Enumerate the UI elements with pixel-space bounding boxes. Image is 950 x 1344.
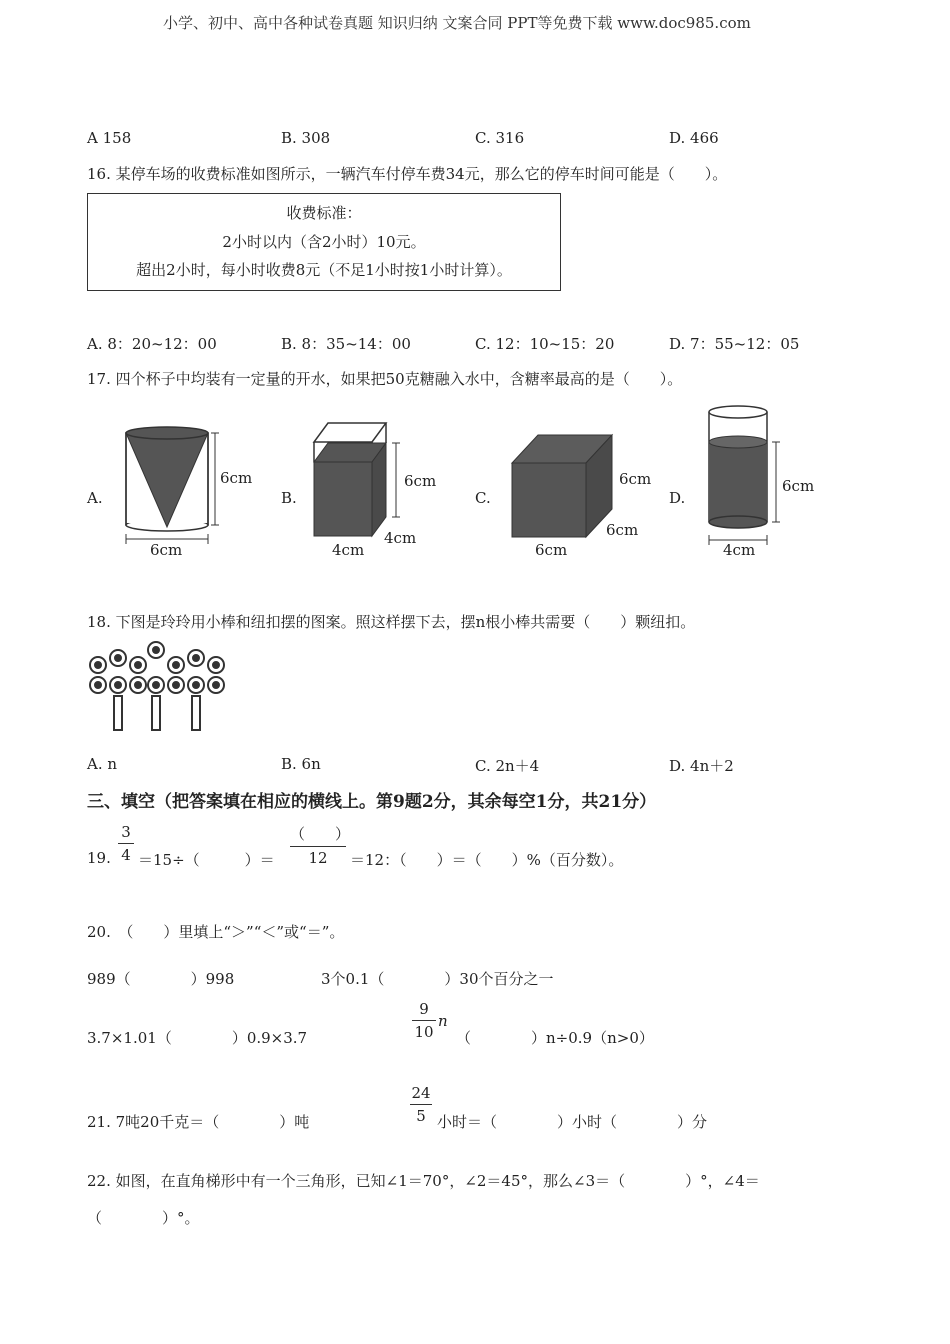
cup-b-width-label: 4cm: [332, 541, 365, 559]
q21-part-a: 21. 7吨20千克＝（ ）吨: [87, 1113, 310, 1131]
q17-label-b: B.: [281, 489, 297, 507]
cup-d-width-label: 4cm: [723, 541, 756, 559]
q20-compare-4: （ ）n÷0.9（n>0）: [456, 1029, 654, 1047]
q16-option-c: C. 12：10~15：20: [475, 335, 615, 353]
q15-option-c: C. 316: [475, 129, 525, 147]
q18-option-d: D. 4n＋2: [669, 757, 734, 775]
q16-option-d: D. 7：55~12：05: [669, 335, 800, 353]
fee-standard-box: [87, 193, 561, 291]
q19-fraction-1: [118, 823, 134, 864]
q19-fraction-2: [290, 823, 351, 867]
q17-label-c: C.: [475, 489, 491, 507]
fee-box-line2: 超出2小时，每小时收费8元（不足1小时按1小时计算）。: [136, 261, 512, 279]
cup-a-cylinder-cone-figure: [110, 415, 260, 565]
q19-middle: ＝15÷（ ）＝: [138, 851, 275, 869]
q20-compare-3: 3.7×1.01（ ）0.9×3.7: [87, 1029, 308, 1047]
q20-stem: 20. （ ）里填上“＞”“＜”或“＝”。: [87, 923, 345, 941]
cup-c-width-label: 6cm: [535, 541, 568, 559]
q19-f2-denominator: 12: [308, 849, 328, 867]
q16-stem: 16. 某停车场的收费标准如图所示，一辆汽车付停车费34元，那么它的停车时间可能是（ ）。: [87, 165, 728, 183]
q20-variable-n: n: [438, 1012, 448, 1030]
fee-box-title: 收费标准：: [286, 204, 362, 222]
q21-f-denominator: 5: [416, 1107, 426, 1125]
q21-part-b: 小时＝（ ）小时（ ）分: [437, 1113, 708, 1131]
q16-option-a: A. 8：20~12：00: [87, 335, 217, 353]
cup-b-height-label: 6cm: [404, 472, 437, 490]
q15-option-b: B. 308: [281, 129, 331, 147]
q21-fraction: [410, 1084, 432, 1125]
q18-stem: 18. 下图是玲玲用小棒和纽扣摆的图案。照这样摆下去，摆n根小棒共需要（ ）颗纽扣。: [87, 613, 696, 631]
section-3-heading: 三、填空（把答案填在相应的横线上。第9题2分，其余每空1分，共21分）: [87, 792, 657, 812]
q19-f1-numerator: 3: [121, 823, 131, 841]
q17-label-a: A.: [87, 489, 103, 507]
q15-option-d: D. 466: [669, 129, 719, 147]
q19-tail: ＝12：（ ）＝（ ）%（百分数）。: [350, 851, 624, 869]
cup-a-width-label: 6cm: [150, 541, 183, 559]
cup-d-height-label: 6cm: [782, 477, 815, 495]
q21-f-numerator: 24: [411, 1084, 431, 1102]
q15-option-a: A 158: [87, 129, 132, 147]
page-header: 小学、初中、高中各种试卷真题 知识归纳 文案合同 PPT等免费下载 www.doc985.com: [163, 14, 751, 32]
cup-a-height-label: 6cm: [220, 469, 253, 487]
fee-box-line1: 2小时以内（含2小时）10元。: [222, 233, 426, 251]
cup-c-height-label: 6cm: [619, 470, 652, 488]
q16-option-b: B. 8：35~14：00: [281, 335, 411, 353]
q17-stem: 17. 四个杯子中均装有一定量的开水，如果把50克糖融入水中，含糖率最高的是（ ）。: [87, 370, 683, 388]
cup-c-depth-label: 6cm: [606, 521, 639, 539]
sticks-buttons-pattern-figure: [86, 638, 236, 734]
q19-number: 19.: [87, 849, 111, 867]
q18-option-c: C. 2n＋4: [475, 757, 540, 775]
q20-compare-2: 3个0.1（ ）30个百分之一: [321, 970, 554, 988]
q18-option-b: B. 6n: [281, 755, 321, 773]
cup-b-depth-label: 4cm: [384, 529, 417, 547]
q18-option-a: A. n: [87, 755, 118, 773]
q20-f-numerator: 9: [419, 1000, 429, 1018]
q20-f-denominator: 10: [414, 1023, 434, 1041]
q19-f2-numerator: （ ）: [290, 825, 351, 843]
q20-compare-1: 989（ ）998: [87, 970, 235, 988]
q19-f1-denominator: 4: [121, 846, 131, 864]
q20-fraction: [412, 1000, 436, 1041]
q22-line-2: （ ）°。: [87, 1209, 200, 1227]
q22-line-1: 22. 如图，在直角梯形中有一个三角形，已知∠1＝70°，∠2＝45°，那么∠3＝（ ）°，∠4＝: [87, 1172, 760, 1190]
q17-label-d: D.: [669, 489, 686, 507]
